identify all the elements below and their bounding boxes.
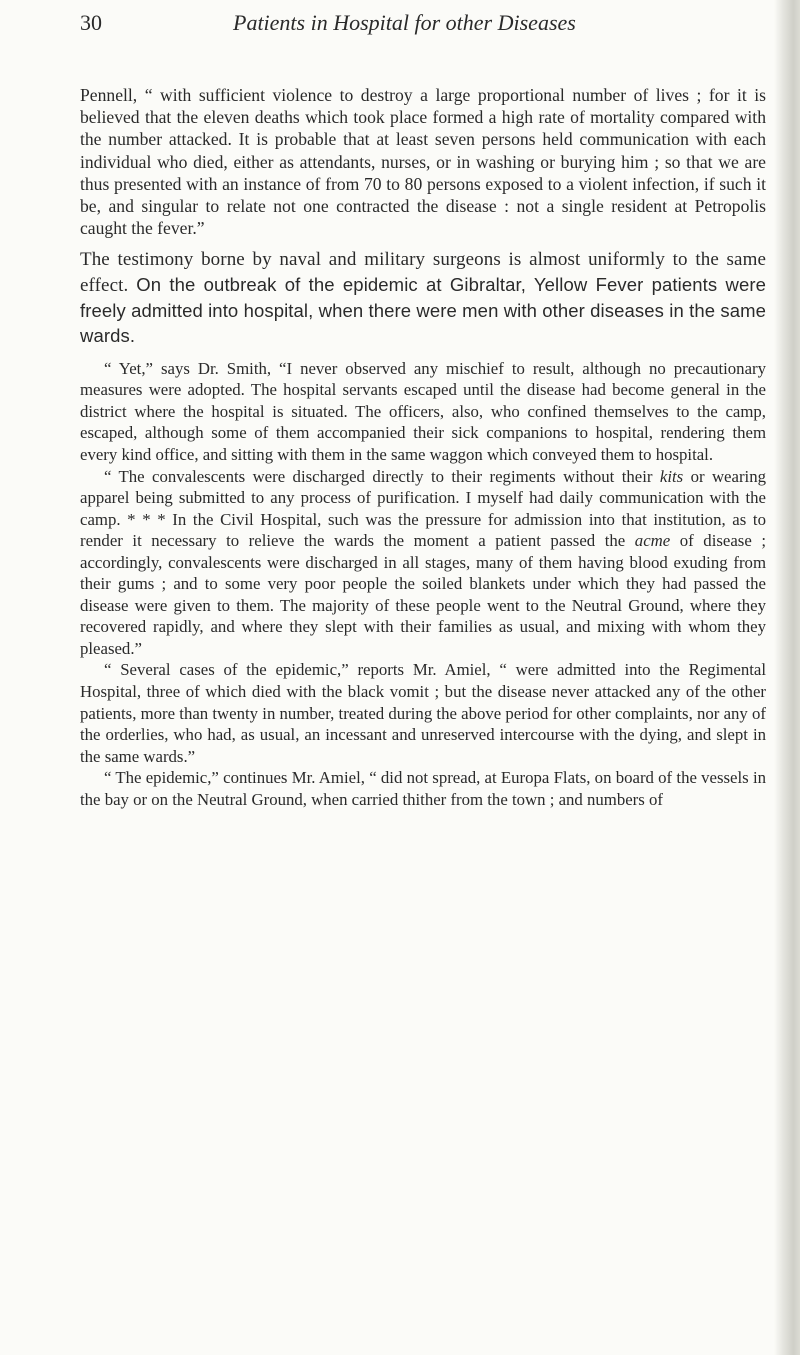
convalescents-text-a: “ The convalescents were discharged directly to their regiments without their — [104, 466, 653, 486]
testimony-sentence: The testimony borne by naval and military surgeons is almost uniformly to the same effect. — [80, 249, 766, 297]
convalescents-text-b: or wearing apparel being submitted to any process of purification. I myself had daily communication with the camp. * * * In the Civil Hospital, such was the pressure for admission into that institution, as to render it necessary to relieve the wards the moment a patient passed the — [80, 466, 766, 551]
body-text — [80, 84, 766, 810]
convalescents-paragraph — [80, 466, 766, 660]
acme-word: acme — [634, 531, 671, 551]
smith-quote-paragraph: “ Yet,” says Dr. Smith, “I never observed any mischief to result, although no precautionary measures were adopted. The hospital servants escaped until the disease had become general in the district where the hospital is situated. The officers, also, who confined themselves to the camp, escaped, although some of them accompanied their sick companions to hospital, rendering them every kind office, and sitting with them in the same waggon which conveyed them to hospital. — [80, 358, 766, 464]
amiel-quote-paragraph: “ Several cases of the epidemic,” reports Mr. Amiel, “ were admitted into the Regimental Hospital, three of which died with the black vomit ; but the disease never attacked any of the other patients, more than twenty in number, treated during the above period for other complaints, nor any of the orderlies, who had, as usual, an incessant and unreserved intercourse with the dying, and slept in the same wards.” — [80, 660, 766, 766]
pennell-quote-paragraph: Pennell, “ with sufficient violence to destroy a large proportional number of lives ; for it is believed that the eleven deaths which took place formed a high rate of mortality compared with the number attacked. It is probable that at least seven persons held communication with each individual who died, either as attendants, nurses, or in washing or burying him ; so that we are thus presented with an instance of from 70 to 80 persons exposed to a violent infection, if such it be, and singular to relate not one contracted the disease : not a single resident at Petropolis caught the fever.” — [80, 85, 766, 239]
testimony-paragraph — [80, 248, 766, 349]
kits-word: kits — [659, 466, 684, 486]
page-header — [80, 10, 760, 40]
running-title: Patients in Hospital for other Diseases — [233, 10, 576, 35]
convalescents-text-c: of disease ; accordingly, convalescents were discharged in all stages, many of them having blood exuding from their gums ; and to some very poor people the soiled blankets under which they had passed the disease were given to them. The majority of these people went to the Neutral Ground, where they recovered rapidly, and where they slept with their families as usual, and mixing with whom they pleased.” — [80, 531, 766, 658]
gibraltar-sentence: On the outbreak of the epidemic at Gibraltar, Yellow Fever patients were freely admitted into hospital, when there were men with other diseases in the same wards. — [80, 274, 766, 347]
page-number: 30 — [80, 10, 102, 35]
epidemic-paragraph: “ The epidemic,” continues Mr. Amiel, “ did not spread, at Europa Flats, on board of the vessels in the bay or on the Neutral Ground, when carried thither from the town ; and numbers of — [80, 768, 766, 809]
page-edge-shadow — [774, 0, 800, 1355]
